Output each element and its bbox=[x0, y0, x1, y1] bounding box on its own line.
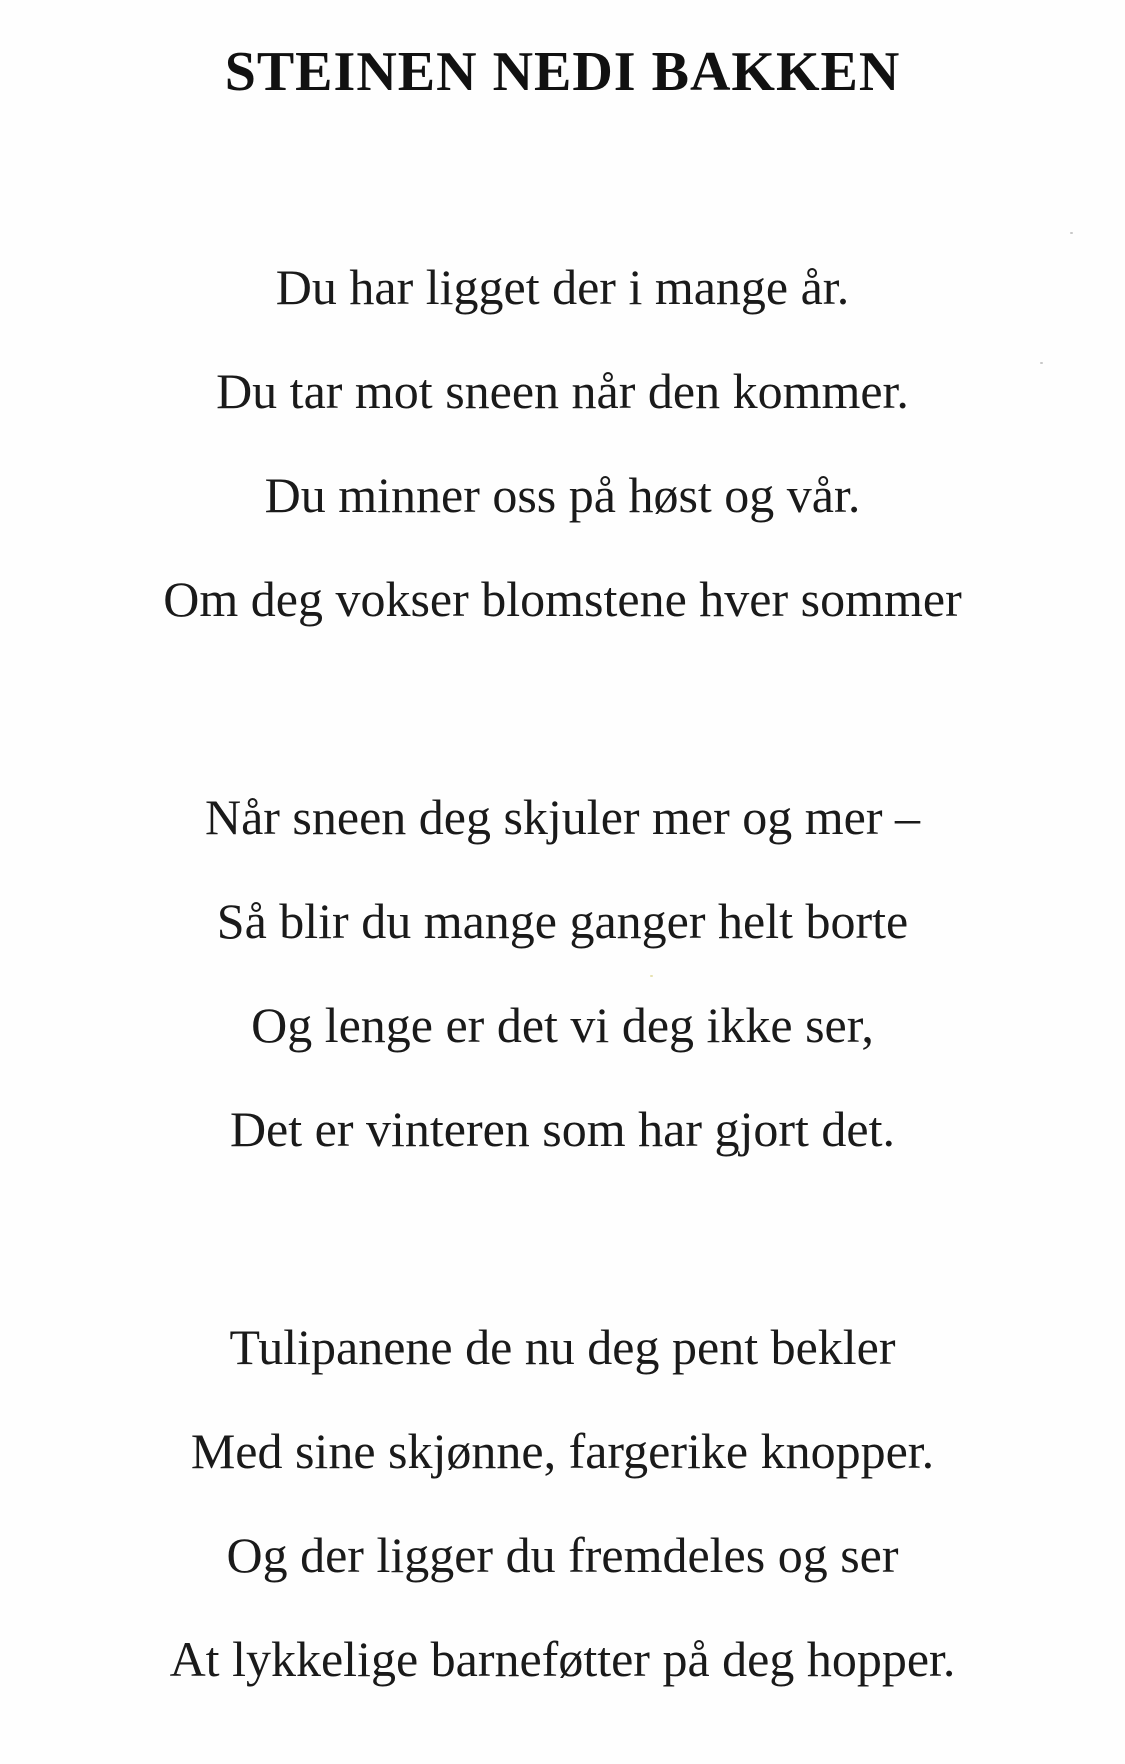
scan-speck bbox=[1070, 232, 1073, 234]
poem-line: Tulipanene de nu deg pent bekler bbox=[229, 1319, 896, 1375]
poem-line: Det er vinteren som har gjort det. bbox=[229, 1101, 896, 1157]
stanza-1 bbox=[0, 259, 1125, 678]
poem-title: STEINEN NEDI BAKKEN bbox=[224, 41, 901, 103]
scan-speck bbox=[650, 975, 653, 977]
poem-line: Du tar mot sneen når den kommer. bbox=[216, 363, 909, 419]
poem-line: Så blir du mange ganger helt borte bbox=[216, 893, 909, 949]
poem-line: Du har ligget der i mange år. bbox=[275, 259, 850, 315]
poem-line: Og lenge er det vi deg ikke ser, bbox=[251, 997, 874, 1053]
poem-line: Med sine skjønne, fargerike knopper. bbox=[190, 1423, 935, 1479]
poem-line: Og der ligger du fremdeles og ser bbox=[226, 1527, 899, 1583]
poem-line: Når sneen deg skjuler mer og mer – bbox=[204, 789, 921, 845]
scan-speck bbox=[1040, 362, 1043, 364]
poem-line: Du minner oss på høst og vår. bbox=[264, 467, 861, 523]
stanza-3 bbox=[0, 1319, 1125, 1738]
poem-line: Om deg vokser blomstene hver sommer bbox=[163, 571, 962, 627]
stanza-2 bbox=[0, 789, 1125, 1208]
poem-line: At lykkelige barneføtter på deg hopper. bbox=[169, 1631, 956, 1687]
